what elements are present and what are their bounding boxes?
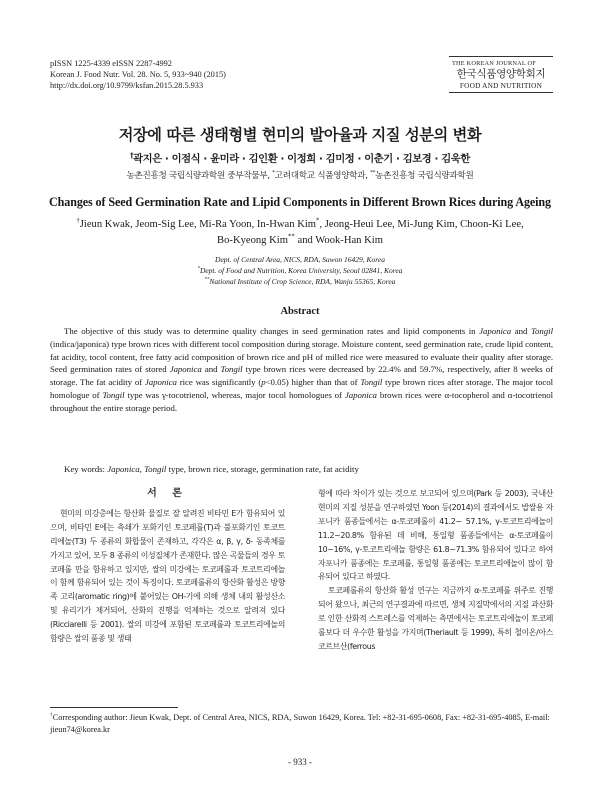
abstract-paragraph	[50, 325, 553, 415]
journal-name-korean: 한국식품영양학회지	[456, 68, 546, 80]
affiliation-kr-c: 농촌진흥청 국립식량과학원	[375, 171, 474, 181]
abstract-text: <0.05) higher than that of	[265, 377, 361, 388]
authors-en-line2b: and Wook-Han Kim	[294, 234, 383, 246]
star-mark: *	[316, 217, 320, 225]
authors-en-line1b: , Jeong-Heui Lee, Mi-Jung Kim, Choon-Ki Lee,	[319, 219, 524, 230]
abstract-text: type was γ-tocotrienol, whereas, major tocol homologues of	[124, 389, 345, 400]
abstract-italic: Tongil	[530, 326, 553, 336]
double-star-mark: **	[287, 232, 295, 240]
abstract-italic: Japonica	[144, 377, 177, 388]
abstract-text: brown rices were α-tocopherol and α-tocotrienol throughout the entire storage period.	[50, 389, 553, 413]
paper-title-english: Changes of Seed Germination Rate and Lipid Components in Different Brown Rices during Ageing	[48, 195, 552, 209]
abstract-body	[50, 325, 553, 415]
intro-paragraph-1-continued: 형에 따라 차이가 있는 것으로 보고되어 있으며(Park 등 2003), 국내산 현미의 지질 성분을 연구하였던 Yoon 등(2014)의 결과에서도 밥쌀용 자포니카 품종들에서는 α-토코페롤이 41.2~ 57.1%, γ-토코트리에놀이 11.2~20.8% 함유된 데 비해, 통일형 품종들에서는 α-토코페롤이 10~16%, γ-토코트리에놀 함량은 61.8~71.3% 함유되어 있다고 하여 자포니카 품종에는 토코페롤, 통일형 품종에는 토코트리에놀이 많이 함유되어 있다고 하였다.	[318, 489, 553, 582]
dagger-mark: †	[130, 151, 134, 160]
journal-name-top: THE KOREAN JOURNAL OF	[452, 60, 536, 67]
authors-english	[40, 217, 560, 248]
abstract-italic: Tongil	[360, 377, 383, 388]
abstract-heading: Abstract	[280, 306, 320, 317]
affiliation-en-c-row	[0, 276, 600, 287]
affiliation-kr-b: 고려대학교 식품영양학과,	[274, 171, 371, 181]
journal-logo-bottom-rule	[449, 92, 553, 93]
citation-line: Korean J. Food Nutr. Vol. 28. No. 5, 933~940 (2015)	[50, 70, 226, 80]
intro-paragraph-1: 현미의 미강층에는 항산화 물질로 잘 알려진 비타민 E가 함유되어 있으며, 비타민 E에는 측쇄가 포화기인 토코페롤(T)과 불포화기인 토코트리에놀(T3) 두 종류의 화합물이 존재하고, 각각은 α, β, γ, δ- 동족체를 가지고 있어, 모두 8 종류의 이성질체가 존재한다. 많은 곡물들의 경우 토코페롤 만을 함유하고 있지만, 쌀의 미강에는 토코페롤과 토코트리에놀이 함께 함유되어 있는 것이 특징이다. 토코페롤류의 항산화 활성은 방향족 고리(aromatic ring)에 붙어있는 OH-기에 의해 생체 내의 활성산소 및 유리기가 제거되어, 산화의 진행을 억제하는 것으로 알려져 있다(Ricciarelli 등 2001). 쌀의 미강에 포함된 토코페롤과 토코트리에놀의 함량은 쌀의 품종 및 생태	[50, 508, 285, 644]
affiliation-en-a: Dept. of Central Area, NICS, RDA, Suwon 16429, Korea	[215, 255, 385, 264]
star-mark: *	[197, 266, 200, 272]
abstract-italic: p	[261, 377, 266, 388]
affiliations-english	[0, 254, 600, 288]
keyword-italic: Tongil	[144, 464, 167, 474]
footnote-rule	[50, 707, 178, 708]
authors-korean	[0, 150, 600, 165]
dagger-mark: †	[76, 217, 80, 225]
journal-logo	[449, 56, 553, 93]
page-number: - 933 -	[288, 757, 312, 767]
abstract-text: (indica/japonica) type brown rices with different tocol composition during storage. Moisture content, seed germination rate, crude lipid content, fat acidity, tocol content, free fatty acid composition of brown rice and pH of milled rice were measured to evaluate their quality after storage. Seed germination rates of stored	[50, 338, 553, 375]
body-column-right	[318, 487, 553, 654]
affiliation-kr-a: 농촌진흥청 국립식량과학원 중부작물부,	[126, 171, 273, 181]
abstract-text: type brown rices were decreased by 22.4% and 59.7%, respectively, after 8 weeks of storage. The fat acidity of	[50, 364, 553, 388]
journal-citation-block	[50, 58, 226, 92]
section-heading-introduction: 서 론	[147, 488, 188, 499]
double-star-mark: **	[370, 170, 376, 177]
dagger-mark: †	[50, 712, 53, 719]
journal-name-bottom: FOOD AND NUTRITION	[459, 81, 543, 90]
intro-paragraph-2: 토코페롤류의 항산화 활성 연구는 지금까지 α-토코페롤 위주로 진행되어 왔으나, 최근의 연구결과에 따르면, 생체 지질막에서의 지질 과산화로 인한 산화적 스트레스를 억제하는 측면에서는 토코트리에놀이 토코페롤보다 더 우수한 활성을 가지며(Theriault 등 1999), 특히 철이온/아스코르브산(ferrous	[318, 586, 553, 651]
affiliation-en-b: Dept. of Food and Nutrition, Korea University, Seoul 02841, Korea	[199, 266, 403, 276]
affiliation-en-c: National Institute of Crop Science, RDA, Wanju 55365, Korea	[209, 277, 396, 287]
keyword-text: ,	[139, 464, 145, 474]
star-mark: *	[272, 170, 275, 177]
abstract-text: and	[201, 364, 221, 375]
affiliations-korean	[0, 169, 600, 181]
correspondence-text: Corresponding author: Jieun Kwak, Dept. of Central Area, NICS, RDA, Suwon 16429, Korea. Tel: +82-31-695-0608, Fax: +82-31-695-4085, E-mail: jieun74@korea.kr	[50, 713, 550, 734]
double-star-mark: **	[204, 277, 210, 283]
abstract-text: and	[511, 326, 531, 336]
keywords	[64, 463, 554, 475]
body-column-left	[50, 487, 285, 646]
authors-korean-text: 곽지은 · 이점식 · 윤미라 · 김인환 · 이정희 · 김미정 · 이춘기 · 김보경 · 김욱한	[133, 153, 470, 165]
abstract-text: The objective of this study was to determine quality changes in seed germination rates and lipid components in	[64, 326, 480, 336]
affiliation-en-b-row	[0, 265, 600, 276]
abstract-italic: Tongil	[220, 364, 243, 375]
abstract-italic: Japonica	[344, 389, 377, 400]
authors-en-line2: Bo-Kyeong Kim	[217, 234, 288, 246]
abstract-text: type brown rices after storage. The major tocol homologue of	[50, 377, 553, 400]
abstract-text: rice was significantly (	[176, 377, 262, 388]
issn-line: pISSN 1225-4339 eISSN 2287-4992	[50, 59, 172, 68]
abstract-italic: Japonica	[169, 364, 202, 375]
abstract-italic: Japonica	[479, 326, 512, 336]
paper-title-korean: 저장에 따른 생태형별 현미의 발아율과 지질 성분의 변화	[118, 126, 482, 144]
abstract-italic: Tongil	[102, 389, 125, 400]
correspondence-footnote	[50, 712, 553, 736]
authors-en-line1: Jieun Kwak, Jeom-Sig Lee, Mi-Ra Yoon, In-Hwan Kim	[79, 219, 317, 230]
keyword-italic: Japonica	[107, 464, 140, 474]
keyword-text: type, brown rice, storage, germination rate, fat acidity	[166, 464, 359, 474]
doi-link[interactable]: http://dx.doi.org/10.9799/ksfan.2015.28.5.933	[50, 81, 204, 91]
keywords-label: Key words:	[64, 464, 108, 474]
